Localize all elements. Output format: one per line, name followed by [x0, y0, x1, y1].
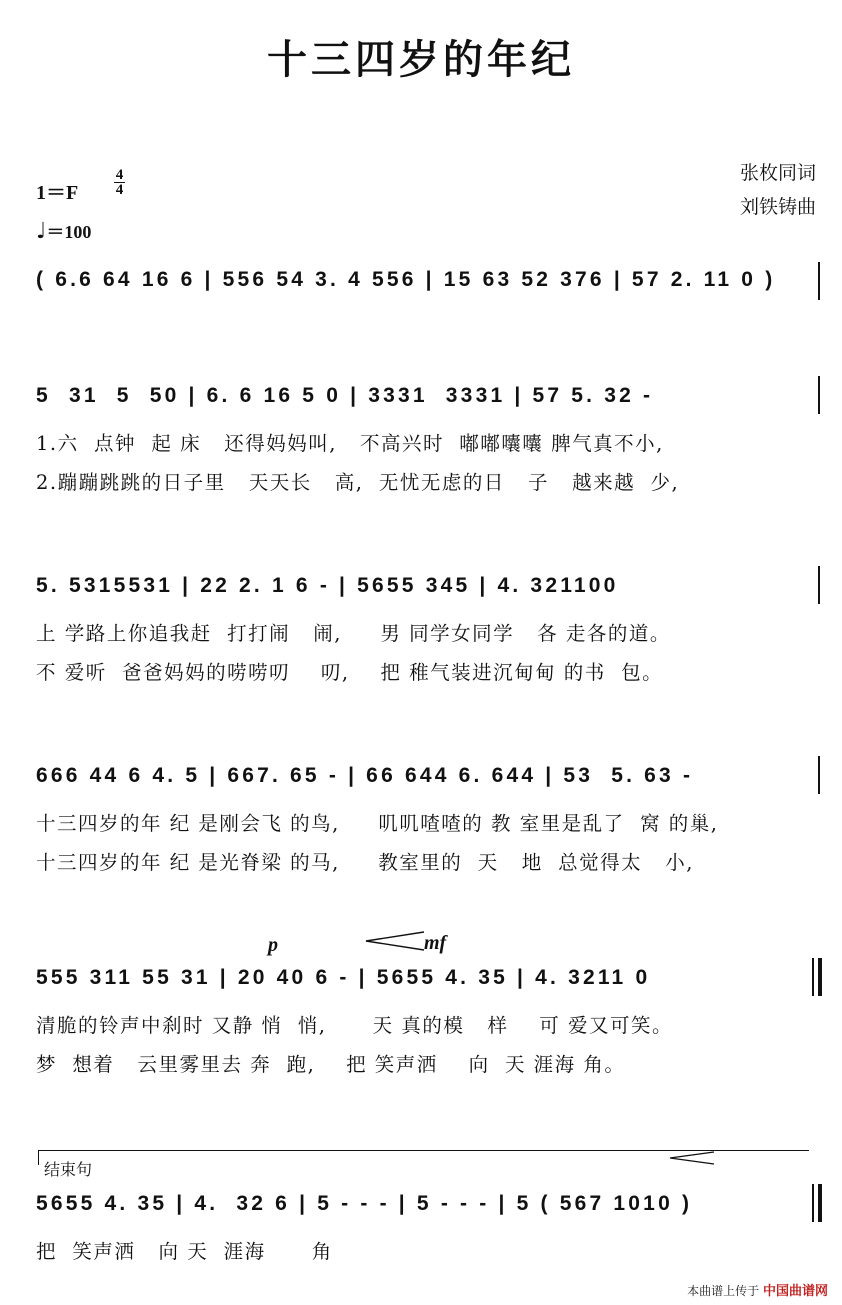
system-5-lyric-verse-2: 梦 想着 云里雾里去 奔 跑, 把 笑声洒 向 天 涯海 角。 — [36, 1053, 626, 1076]
tempo-marking — [36, 218, 91, 244]
crescendo-hairpin-icon — [364, 930, 426, 952]
composer-credit: 刘铁铸曲 — [739, 196, 816, 218]
system-5-notes: 555 311 55 31 | 20 40 6 - | 5655 4. 35 | 4. 3211 0 — [36, 966, 651, 989]
lyricist-credit: 张枚同词 — [739, 162, 816, 184]
system-4-lyric-verse-2: 十三四岁的年 纪 是光脊梁 的马, 教室里的 天 地 总觉得太 小, — [36, 851, 694, 874]
final-barline — [812, 1184, 814, 1222]
ending-label: 结束句 — [44, 1160, 93, 1179]
system-3-lyric-verse-2: 不 爱听 爸爸妈妈的唠唠叨 叨, 把 稚气装进沉甸甸 的书 包。 — [36, 661, 664, 684]
system-6-notes: 5655 4. 35 | 4. 32 6 | 5 - - - | 5 - - - | 5 ( 567 1010 ) — [36, 1192, 693, 1215]
barline — [818, 262, 820, 300]
system-3-notes: 5. 5315531 | 22 2. 1 6 - | 5655 345 | 4. 321100 — [36, 574, 619, 597]
footer-text: 本曲谱上传于 — [687, 1284, 760, 1298]
time-signature — [114, 168, 125, 197]
quarter-note-icon: ♩ — [36, 219, 47, 244]
system-4-lyric-verse-1: 十三四岁的年 纪 是刚会飞 的鸟, 叽叽喳喳的 教 室里是乱了 窝 的巢, — [36, 812, 719, 835]
barline — [818, 376, 820, 414]
time-signature-bottom: 4 — [115, 182, 124, 198]
time-signature-top: 4 — [115, 167, 124, 183]
crescendo-hairpin-icon — [668, 1150, 716, 1166]
system-2-lyric-verse-2: 2.蹦蹦跳跳的日子里 天天长 高, 无忧无虑的日 子 越来越 少, — [36, 471, 680, 494]
barline — [818, 756, 820, 794]
repeat-barline-thick — [818, 958, 822, 996]
system-1-notes: ( 6.6 64 16 6 | 556 54 3. 4 556 | 15 63 52 376 | 57 2. 11 0 ) — [36, 268, 776, 291]
page-title: 十三四岁的年纪 — [267, 36, 575, 83]
site-logo[interactable]: 中国曲谱网 — [762, 1284, 828, 1299]
key-signature: 1＝F — [36, 182, 79, 204]
system-4-notes: 666 44 6 4. 5 | 667. 65 - | 66 644 6. 644 | 53 5. 63 - — [36, 764, 694, 787]
system-2-lyric-verse-1: 1.六 点钟 起 床 还得妈妈叫, 不高兴时 嘟嘟囔囔 脾气真不小, — [36, 432, 664, 455]
final-barline-thick — [818, 1184, 822, 1222]
source-footer — [687, 1280, 828, 1299]
system-5-lyric-verse-1: 清脆的铃声中刹时 又静 悄 悄, 天 真的模 样 可 爱又可笑。 — [36, 1014, 673, 1037]
dynamic-mezzo-forte: mf — [424, 932, 447, 954]
system-3-lyric-verse-1: 上 学路上你追我赶 打打闹 闹, 男 同学女同学 各 走各的道。 — [36, 622, 671, 645]
dynamic-piano: p — [268, 934, 278, 956]
repeat-barline — [812, 958, 814, 996]
system-6-lyric: 把 笑声洒 向 天 涯海 角 — [36, 1240, 333, 1263]
system-2-notes: 5 31 5 50 | 6. 6 16 5 0 | 3331 3331 | 57 5. 32 - — [36, 384, 654, 407]
barline — [818, 566, 820, 604]
tempo-value: ＝100 — [46, 222, 92, 242]
